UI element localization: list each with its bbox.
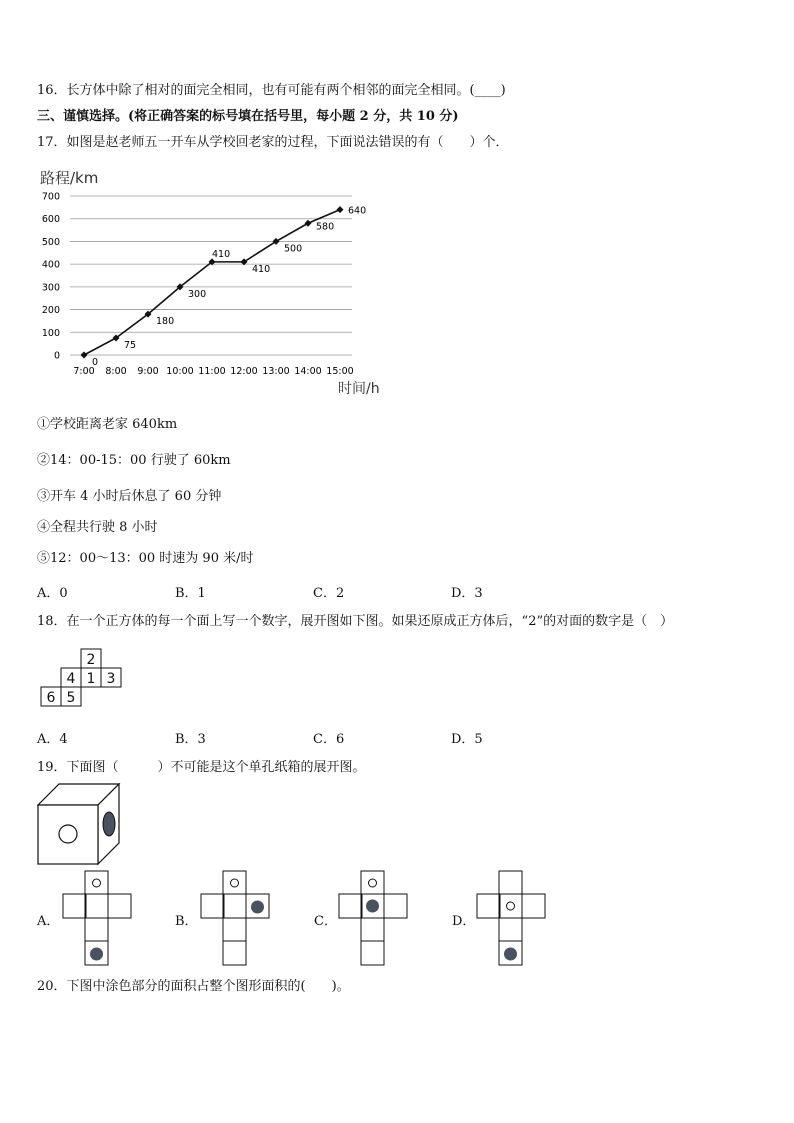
question-16: 16．长方体中除了相对的面完全相同，也有可能有两个相邻的面完全相同。(____) xyxy=(37,83,506,98)
q17-option-c[interactable]: C．2 xyxy=(313,586,345,601)
q18-option-c[interactable]: C．6 xyxy=(313,732,345,747)
y-tick-label: 500 xyxy=(41,236,60,248)
statement-4: ④全程共行驶 8 小时 xyxy=(37,520,158,535)
x-axis-label: 时间/h xyxy=(338,381,380,397)
big-hole-icon xyxy=(504,948,517,961)
y-tick-label: 400 xyxy=(41,259,60,271)
q19-net-b[interactable] xyxy=(200,870,272,966)
distance-time-chart xyxy=(30,160,400,400)
q19-option-b-label[interactable]: B． xyxy=(175,914,198,929)
big-hole-icon xyxy=(90,948,103,961)
net-number: 5 xyxy=(66,690,76,706)
statement-1: ①学校距离老家 640km xyxy=(37,417,178,432)
q17-option-d[interactable]: D．3 xyxy=(451,586,483,601)
statement-2: ②14：00-15：00 行驶了 60km xyxy=(37,453,231,468)
x-tick-label: 10:00 xyxy=(166,366,194,377)
section-3-heading: 三、谨慎选择。(将正确答案的标号填在括号里，每小题 2 分，共 10 分) xyxy=(37,109,459,124)
data-label: 410 xyxy=(212,248,231,260)
cube-box-picture xyxy=(37,783,122,865)
big-hole-icon xyxy=(251,901,264,914)
data-point xyxy=(305,220,312,227)
data-label: 300 xyxy=(188,288,207,300)
y-tick-label: 700 xyxy=(41,191,60,203)
question-20: 20．下图中涂色部分的面积占整个图形面积的( )。 xyxy=(37,979,350,994)
y-axis-label: 路程/km xyxy=(40,169,99,187)
front-hole-icon xyxy=(59,825,77,843)
data-label: 500 xyxy=(284,243,303,255)
q17-option-b[interactable]: B．1 xyxy=(175,586,206,601)
x-tick-label: 9:00 xyxy=(137,366,159,377)
net-number: 4 xyxy=(66,671,76,687)
small-hole-icon xyxy=(231,879,239,887)
x-tick-label: 15:00 xyxy=(326,366,354,377)
statement-3: ③开车 4 小时后休息了 60 分钟 xyxy=(37,489,222,504)
question-17: 17．如图是赵老师五一开车从学校回老家的过程，下面说法错误的有（ ）个． xyxy=(37,135,509,150)
q19-option-a-label[interactable]: A． xyxy=(37,914,60,929)
small-hole-icon xyxy=(369,879,377,887)
q17-option-a[interactable]: A．0 xyxy=(37,586,68,601)
small-hole-icon xyxy=(507,902,515,910)
q19-net-a[interactable] xyxy=(62,870,134,966)
q19-net-c[interactable] xyxy=(338,870,410,966)
y-tick-label: 100 xyxy=(41,327,60,339)
data-point xyxy=(81,352,88,359)
q18-option-a[interactable]: A．4 xyxy=(37,732,68,747)
data-label: 410 xyxy=(252,263,271,275)
y-tick-label: 200 xyxy=(41,305,60,317)
x-tick-label: 12:00 xyxy=(230,366,258,377)
cube-net-numbers xyxy=(40,648,130,710)
q17-options xyxy=(37,582,589,601)
question-19: 19．下面图（ ）不可能是这个单孔纸箱的展开图。 xyxy=(37,760,366,775)
net-number: 3 xyxy=(106,671,116,687)
side-hole-icon xyxy=(103,812,115,836)
statement-5: ⑤12：00～13：00 时速为 90 米/时 xyxy=(37,551,254,566)
data-point xyxy=(337,206,344,213)
big-hole-icon xyxy=(366,900,379,913)
small-hole-icon xyxy=(93,879,101,887)
q19-option-d-label[interactable]: D． xyxy=(452,914,476,929)
x-tick-label: 14:00 xyxy=(294,366,322,377)
x-tick-label: 13:00 xyxy=(262,366,290,377)
data-label: 180 xyxy=(156,316,175,328)
q19-option-c-label[interactable]: C． xyxy=(314,914,337,929)
q18-option-d[interactable]: D．5 xyxy=(451,732,483,747)
net-number: 2 xyxy=(86,652,96,668)
net-number: 1 xyxy=(86,671,96,687)
y-tick-label: 0 xyxy=(53,350,60,362)
data-label: 580 xyxy=(316,221,335,233)
data-label: 75 xyxy=(124,339,137,351)
q18-options xyxy=(37,728,589,747)
question-18: 18．在一个正方体的每一个面上写一个数字，展开图如下图。如果还原成正方体后，“2”的对面的数字是（ ） xyxy=(37,614,674,629)
net-number: 6 xyxy=(46,690,56,706)
x-tick-label: 11:00 xyxy=(198,366,226,377)
x-tick-label: 7:00 xyxy=(73,366,95,377)
data-label: 0 xyxy=(92,357,99,368)
y-tick-label: 600 xyxy=(41,214,60,226)
y-tick-label: 300 xyxy=(41,282,60,294)
data-label: 640 xyxy=(348,205,367,217)
q19-net-d[interactable] xyxy=(476,870,548,966)
q18-option-b[interactable]: B．3 xyxy=(175,732,206,747)
series-line xyxy=(84,210,340,355)
x-tick-label: 8:00 xyxy=(105,366,127,377)
